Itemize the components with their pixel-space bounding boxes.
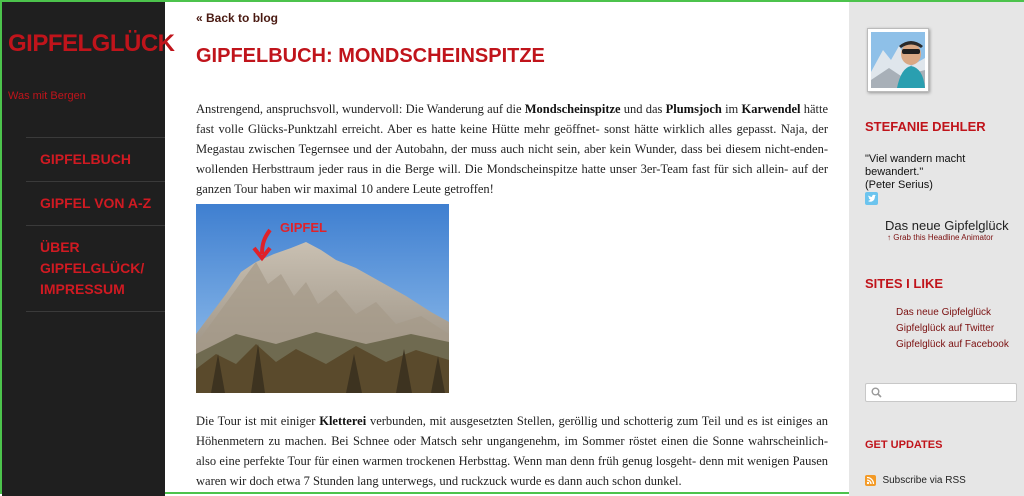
nav-item-impressum[interactable]: ÜBER GIPFELGLÜCK/ IMPRESSUM [26, 225, 165, 312]
author-avatar[interactable] [867, 28, 929, 92]
sites-list [896, 305, 1009, 353]
photo-caption: GIPFEL [280, 220, 327, 235]
rss-subscribe[interactable] [865, 472, 966, 490]
left-sidebar [2, 2, 175, 496]
search-icon [871, 387, 882, 398]
headline-animator[interactable] [885, 218, 1015, 242]
site-link-gipfelglueck[interactable]: Das neue Gipfelglück [896, 307, 992, 318]
back-to-blog-link[interactable]: « Back to blog [196, 11, 279, 25]
right-sidebar [849, 2, 1024, 496]
author-name: STEFANIE DEHLER [865, 119, 986, 134]
site-title[interactable]: GIPFELGLÜCK [8, 30, 175, 57]
site-link-facebook[interactable]: Gipfelglück auf Facebook [896, 339, 1009, 350]
rss-label[interactable]: Subscribe via RSS [882, 475, 966, 487]
post-title: GIPFELBUCH: MONDSCHEINSPITZE [196, 45, 545, 67]
mountain-photo[interactable] [196, 204, 449, 393]
author-quote [865, 153, 1024, 192]
bold-term: Mondscheinspitze [524, 102, 621, 116]
quote-author: (Peter Serius) [865, 179, 933, 191]
sites-i-like-title: SITES I LIKE [865, 276, 944, 291]
nav-item-gipfelbuch[interactable]: GIPFELBUCH [26, 137, 165, 181]
headline-animator-text[interactable]: Das neue Gipfelglück [885, 218, 1009, 233]
rss-icon[interactable] [865, 475, 876, 486]
site-tagline: Was mit Bergen [8, 90, 86, 102]
twitter-icon[interactable] [865, 192, 878, 205]
bold-term: Plumsjoch [665, 102, 722, 116]
post-paragraph-1: Anstrengend, anspruchsvoll, wundervoll: Die Wanderung auf die Mondscheinspitze und das Plumsjoch im Karwendel hätte fast volle Glücks-Punktzahl erreicht. Aber es hatte keine Hütte mehr geöffnet- sonst hätte wirklich alles gepasst. Naja, der Megastau zwischen Tegernsee und der Autobahn, der muss auch nicht sein, aber kein Wunder, dass bei diesem nicht-enden-wollenden Herbsttraum jeder raus in die Berge will. Die Mondscheinspitze hatte unser 3er-Team fast für sich allein- auf der ganzen Tour haben wir maximal 10 andere Leute getroffen! [196, 102, 829, 196]
main-nav [26, 137, 165, 312]
search-input[interactable] [865, 383, 1017, 402]
bold-term: Karwendel [741, 102, 801, 116]
site-link-twitter[interactable]: Gipfelglück auf Twitter [896, 323, 995, 334]
quote-text: "Viel wandern macht bewandert." [865, 153, 966, 178]
nav-item-gipfel-von-a-z[interactable]: GIPFEL VON A-Z [26, 181, 165, 225]
bold-term: Kletterei [319, 414, 367, 428]
get-updates-title: GET UPDATES [865, 439, 943, 451]
grab-headline-link[interactable]: ↑ Grab this Headline Animator [887, 233, 994, 242]
post-paragraph-2: Die Tour ist mit einiger Kletterei verbunden, mit ausgesetzten Stellen, geröllig und schotterig zum Teil und es ist einiges an Höhenmetern zu machen. Bei Schnee oder Matsch sehr ungangenehm, im Sommer röstet einen die Sonne wahrscheinlich- also eine perfekte Tour für einen warmen trockenen Herbsttag. Wenn man denn früh genug losgeht- denn mit wenigen Pausen waren wir doch etwa 7 Stunden lang unterwegs, und ruckzuck wurde es dann auch schon dunkel. [196, 414, 828, 488]
